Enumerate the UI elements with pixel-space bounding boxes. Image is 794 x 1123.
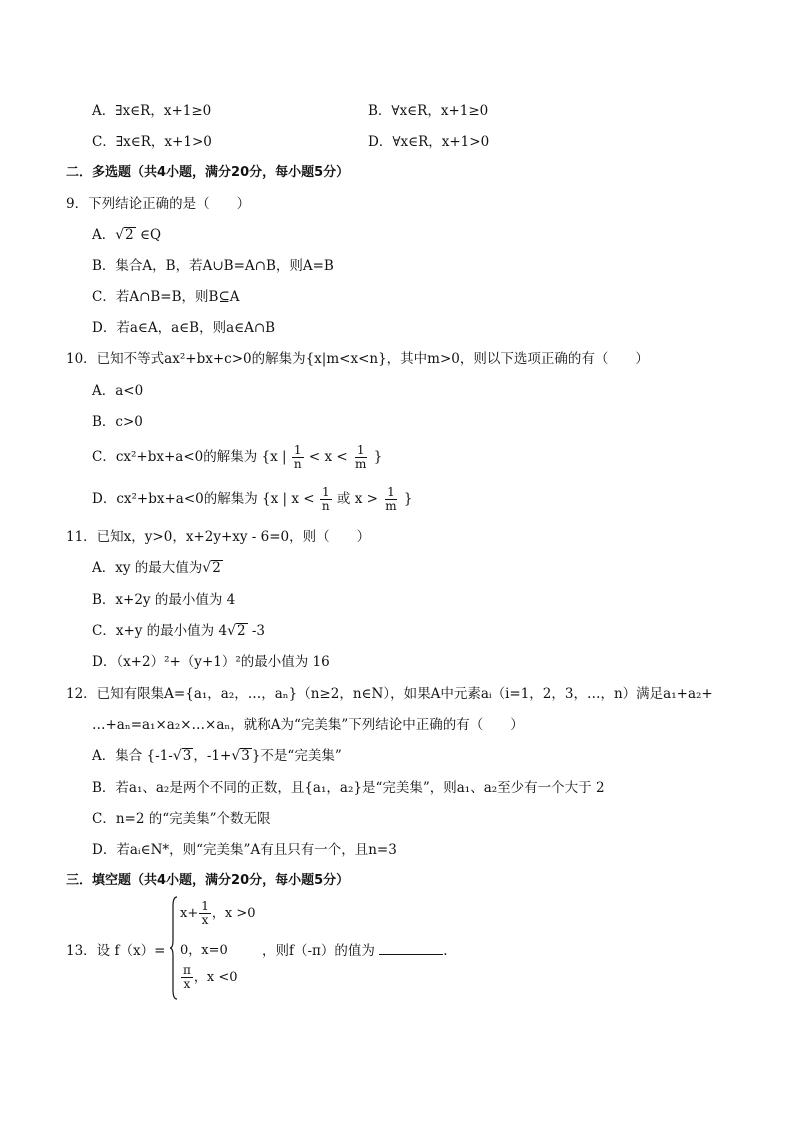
q9-option-d: D．若a∈A，a∈B，则a∈A∩B	[92, 320, 276, 336]
q12-option-c: C．n=2 的“完美集”个数无限	[92, 811, 271, 827]
q9-option-a-prefix: A．	[92, 227, 116, 243]
frac-den: n	[321, 499, 330, 513]
frac-num: 1	[201, 899, 209, 913]
left-brace-icon	[170, 896, 178, 1000]
q13-end: .	[443, 943, 448, 959]
q12-option-b: B．若a₁、a₂是两个不同的正数，且{a₁，a₂}是“完美集”，则a₁、a₂至少有一个大于 2	[92, 780, 605, 796]
q8-option-c: C．∃x∈R，x+1>0	[92, 134, 212, 150]
q11-option-c	[92, 622, 265, 640]
q11-stem: 11．已知x，y>0，x+2y+xy - 6=0，则（ ）	[66, 529, 371, 545]
q9-option-a-suffix: ∈Q	[135, 227, 162, 243]
sqrt-symbol: √	[231, 748, 241, 764]
frac-den: x	[201, 913, 209, 927]
q13-case-3	[180, 964, 238, 991]
q11-option-d: D．（x+2）²+（y+1）²的最小值为 16	[92, 654, 330, 670]
frac-den: x	[183, 977, 191, 991]
q8-option-b: B．∀x∈R，x+1≥0	[368, 103, 489, 119]
q12-option-a-suffix: }不是“完美集”	[251, 748, 342, 764]
frac-den: n	[293, 457, 302, 471]
q11-option-a	[92, 559, 223, 577]
fraction-1-over-n	[292, 444, 304, 471]
q12-option-a	[92, 747, 342, 765]
q9-option-c: C．若A∩B=B，则B⊆A	[92, 289, 240, 305]
fraction-1-over-x	[199, 900, 211, 927]
q11-option-c-prefix: C．x+y 的最小值为 4	[92, 623, 228, 639]
sqrt-symbol: √	[202, 560, 212, 576]
q10-stem: 10．已知不等式ax²+bx+c>0的解集为{x|m<x<n}，其中m>0，则以下选项正确的有（ ）	[66, 351, 649, 367]
sqrt-symbol: √	[172, 748, 182, 764]
q13-case-2: 0，x=0	[180, 943, 228, 958]
q10-option-c-prefix: C．cx²+bx+a<0的解集为 {x |	[92, 449, 287, 465]
q13-case3-cond: ，x <0	[193, 970, 238, 985]
q13-case-1	[180, 900, 256, 927]
frac-num: 1	[387, 485, 395, 499]
frac-den: m	[385, 499, 397, 513]
q10-option-c	[92, 444, 382, 471]
q11-option-a-radicand: 2	[212, 560, 221, 576]
q13-case1-cond: ，x >0	[211, 906, 256, 921]
q10-option-a: A．a<0	[92, 383, 144, 399]
sqrt-symbol: √	[115, 227, 125, 243]
q10-option-c-suffix: }	[373, 449, 383, 465]
q13-suffix	[262, 942, 448, 960]
q10-option-d-mid: 或 x >	[336, 491, 378, 507]
q8-option-d: D．∀x∈R，x+1>0	[368, 134, 490, 150]
q10-option-d-prefix: D．cx²+bx+a<0的解集为 {x | x <	[92, 491, 315, 507]
q11-option-b: B．x+2y 的最小值为 4	[92, 592, 236, 608]
answer-blank[interactable]	[379, 942, 443, 955]
q12-option-a-mid: ，-1+	[193, 748, 232, 764]
q10-option-b: B．c>0	[92, 414, 143, 430]
frac-num: 1	[356, 443, 365, 457]
fraction-1-over-n	[320, 486, 332, 513]
q11-option-a-prefix: A．xy 的最大值为	[92, 560, 203, 576]
q12-option-d: D．若aᵢ∈N*，则“完美集”A有且只有一个，且n=3	[92, 842, 397, 858]
q12-option-a-radicand-2: 3	[241, 748, 250, 764]
frac-num: π	[183, 963, 191, 977]
fraction-1-over-m	[353, 444, 368, 471]
q12-stem-line1: 12．已知有限集A={a₁，a₂，…，aₙ}（n≥2，n∈N），如果A中元素aᵢ（i=1，2，3，…，n）满足a₁+a₂+	[66, 686, 713, 702]
q12-option-a-prefix: A．集合 {-1-	[92, 748, 173, 764]
q11-option-c-radicand: 2	[236, 623, 246, 639]
q8-option-a: A．∃x∈R，x+1≥0	[92, 103, 212, 119]
q10-option-d-suffix: }	[403, 491, 413, 507]
q11-option-c-suffix: -3	[247, 623, 266, 639]
q13-prefix: 13．设 f（x）=	[66, 943, 166, 959]
q13-suffix-text: ，则f（-π）的值为	[262, 943, 375, 959]
q12-stem-line2: …+aₙ=a₁×a₂×…×aₙ，就称A为“完美集”下列结论中正确的有（ ）	[92, 717, 524, 733]
q12-option-a-radicand-1: 3	[182, 748, 192, 764]
fraction-1-over-m	[383, 486, 398, 513]
q9-option-a	[92, 226, 161, 244]
q9-option-a-radicand: 2	[125, 227, 134, 243]
q10-option-c-mid: < x <	[308, 449, 348, 465]
section-heading-fill-in: 三．填空题（共4小题，满分20分，每小题5分）	[66, 873, 350, 888]
q13-case1-pre: x+	[180, 906, 199, 921]
q9-option-b: B．集合A，B，若A∪B=A∩B，则A=B	[92, 258, 334, 274]
frac-num: 1	[321, 485, 330, 499]
frac-den: m	[355, 457, 367, 471]
q10-option-d	[92, 486, 413, 513]
section-heading-multiple-choice: 二．多选题（共4小题，满分20分，每小题5分）	[66, 165, 350, 180]
q9-stem: 9．下列结论正确的是（ ）	[66, 196, 251, 212]
sqrt-symbol: √	[227, 623, 236, 639]
fraction-pi-over-x	[181, 964, 193, 991]
frac-num: 1	[293, 443, 302, 457]
